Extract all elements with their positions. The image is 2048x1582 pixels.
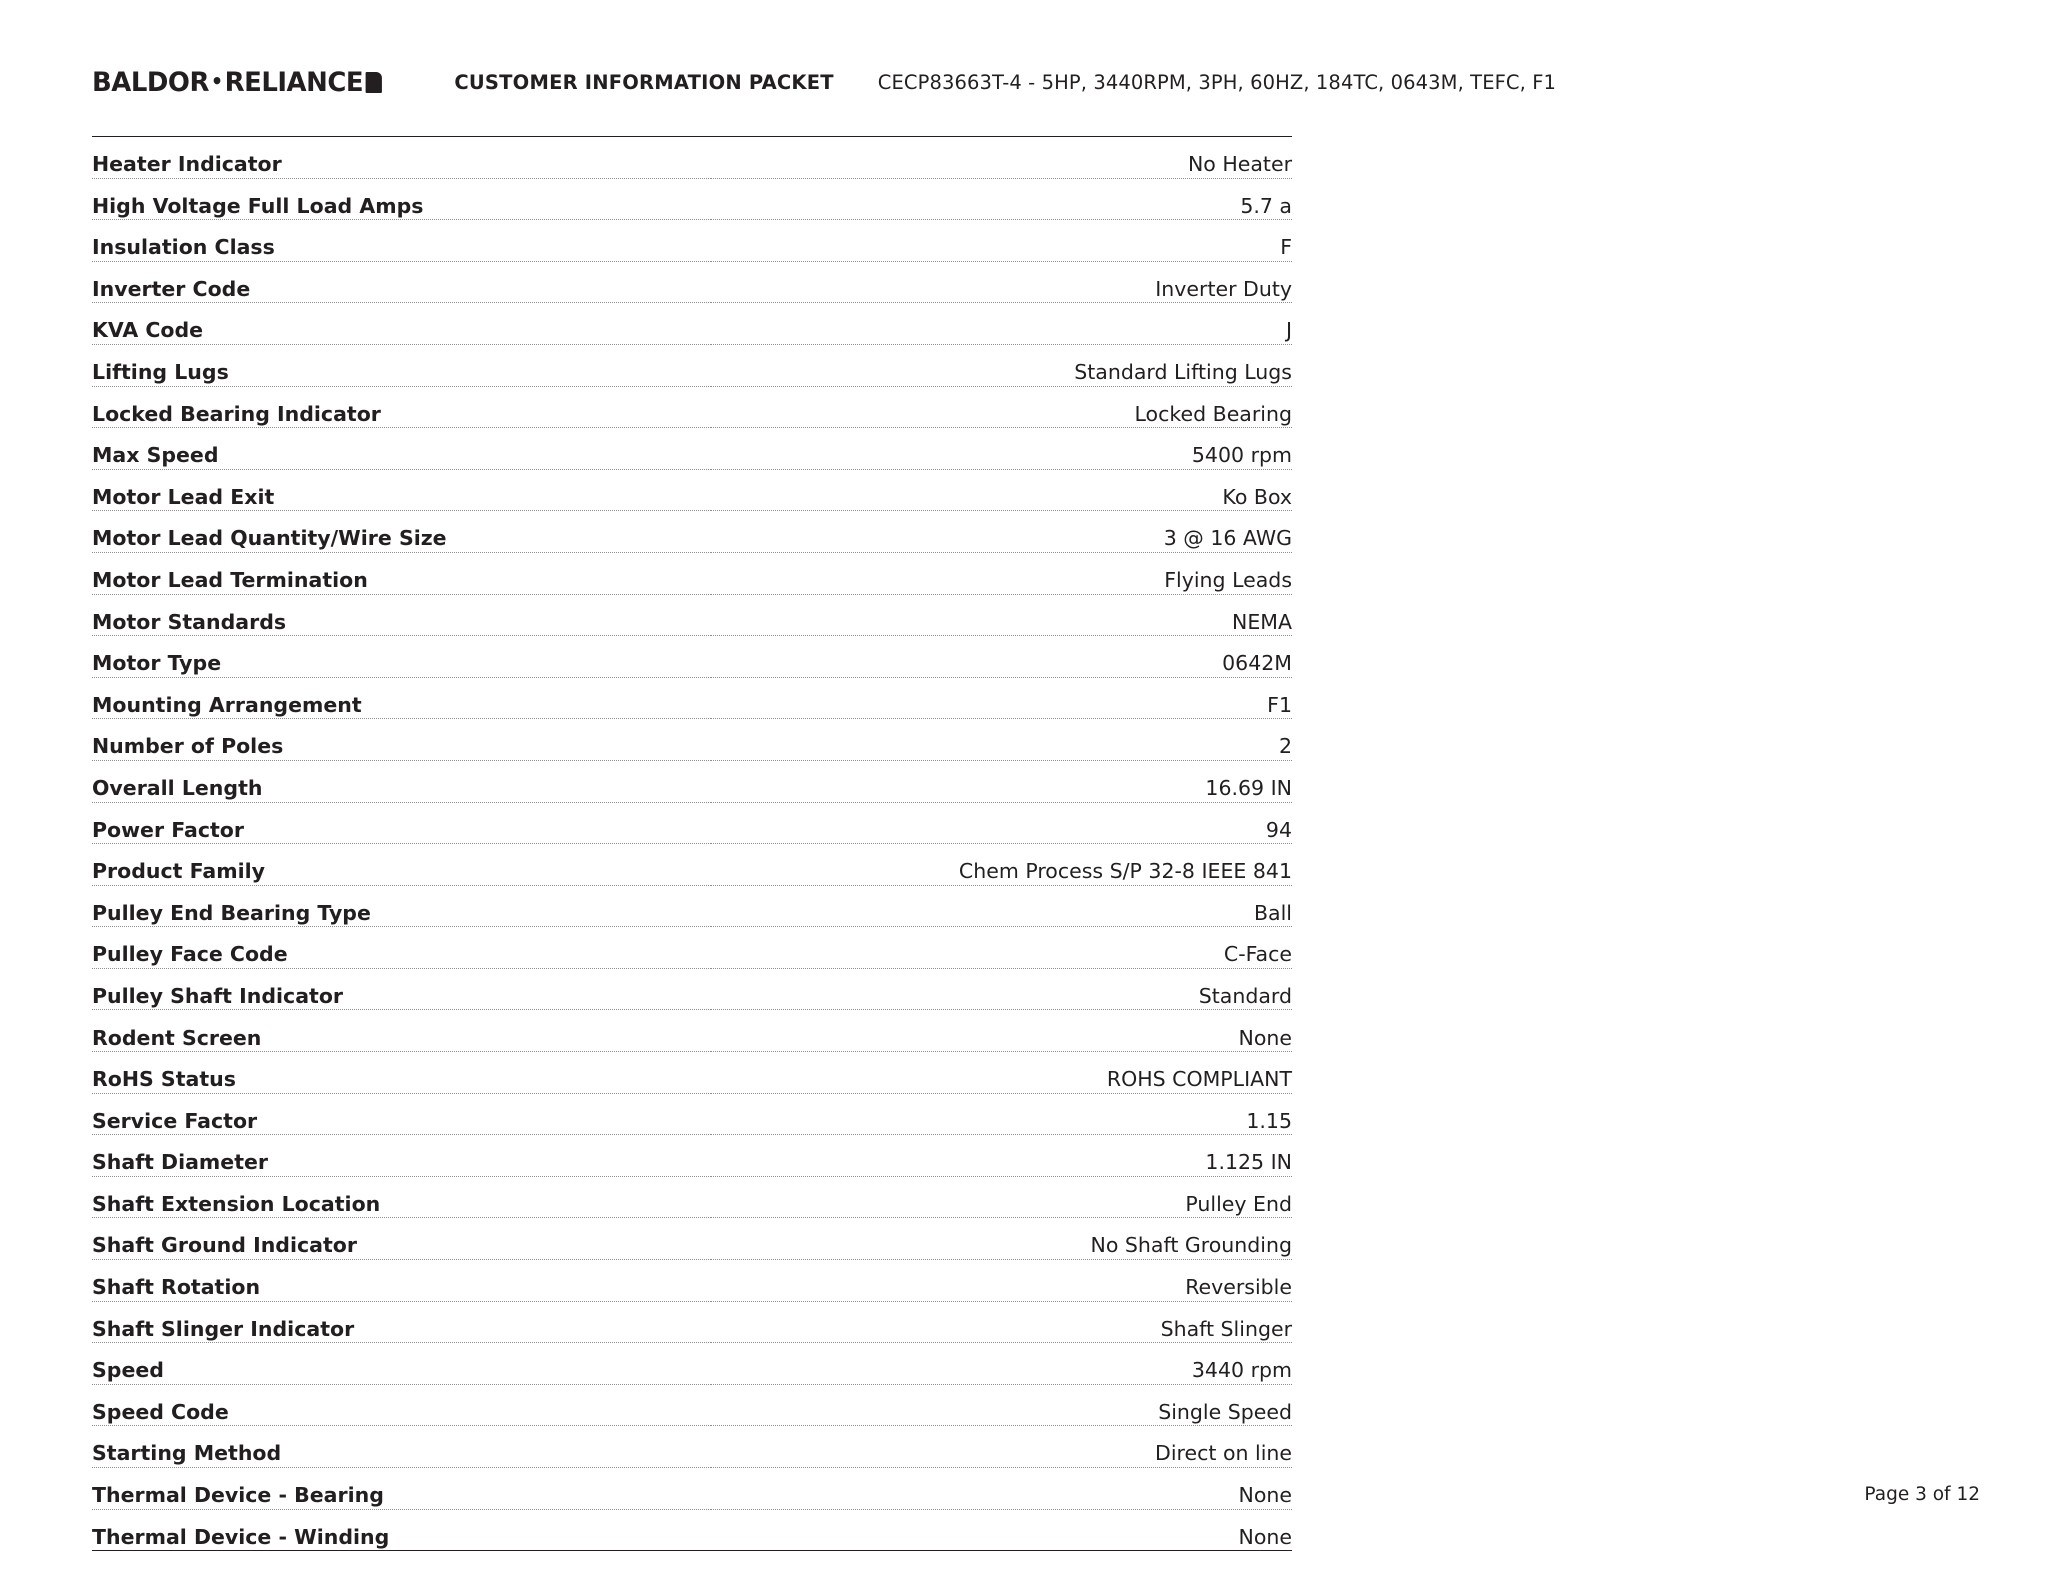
table-row — [92, 1301, 1292, 1343]
spec-value: 3 @ 16 AWG — [711, 511, 1292, 553]
spec-value: None — [711, 1468, 1292, 1510]
spec-label: Speed Code — [92, 1384, 711, 1426]
spec-value: 5400 rpm — [711, 428, 1292, 470]
spec-label: Shaft Slinger Indicator — [92, 1301, 711, 1343]
spec-value: Ball — [711, 885, 1292, 927]
table-row — [92, 1218, 1292, 1260]
table-row — [92, 178, 1292, 220]
table-row — [92, 1093, 1292, 1135]
spec-label: Number of Poles — [92, 719, 711, 761]
spec-label: Motor Type — [92, 636, 711, 678]
spec-label: High Voltage Full Load Amps — [92, 178, 711, 220]
specifications-table — [92, 136, 1292, 1551]
spec-value: Locked Bearing — [711, 386, 1292, 428]
spec-label: Mounting Arrangement — [92, 677, 711, 719]
table-row — [92, 1426, 1292, 1468]
table-row — [92, 220, 1292, 262]
spec-value: Reversible — [711, 1260, 1292, 1302]
spec-value: 16.69 IN — [711, 760, 1292, 802]
spec-label: Lifting Lugs — [92, 344, 711, 386]
spec-label: Shaft Ground Indicator — [92, 1218, 711, 1260]
spec-label: Motor Standards — [92, 594, 711, 636]
table-row — [92, 344, 1292, 386]
brand-separator-dot: • — [210, 68, 223, 93]
spec-value: C-Face — [711, 927, 1292, 969]
brand-baldor: BALDOR — [92, 66, 209, 98]
spec-value: Standard — [711, 968, 1292, 1010]
spec-label: Heater Indicator — [92, 137, 711, 179]
spec-value: Shaft Slinger — [711, 1301, 1292, 1343]
table-row — [92, 719, 1292, 761]
spec-label: Starting Method — [92, 1426, 711, 1468]
brand-mark-icon — [366, 72, 382, 93]
table-row — [92, 1260, 1292, 1302]
spec-value: None — [711, 1010, 1292, 1052]
spec-value: None — [711, 1509, 1292, 1551]
spec-label: Product Family — [92, 844, 711, 886]
spec-value: 2 — [711, 719, 1292, 761]
table-row — [92, 1384, 1292, 1426]
spec-label: Power Factor — [92, 802, 711, 844]
table-row — [92, 1052, 1292, 1094]
spec-value: 0642M — [711, 636, 1292, 678]
brand-reliance: RELIANCE — [224, 66, 364, 98]
spec-label: Shaft Diameter — [92, 1135, 711, 1177]
table-row — [92, 1176, 1292, 1218]
spec-value: 5.7 a — [711, 178, 1292, 220]
table-row — [92, 552, 1292, 594]
spec-label: Pulley Face Code — [92, 927, 711, 969]
spec-label: Rodent Screen — [92, 1010, 711, 1052]
page-number: Page 3 of 12 — [1864, 1484, 1980, 1505]
spec-label: KVA Code — [92, 303, 711, 345]
table-row — [92, 469, 1292, 511]
document-header — [92, 62, 1956, 102]
spec-label: Shaft Extension Location — [92, 1176, 711, 1218]
spec-value: No Heater — [711, 137, 1292, 179]
spec-label: Motor Lead Quantity/Wire Size — [92, 511, 711, 553]
table-row — [92, 428, 1292, 470]
table-row — [92, 303, 1292, 345]
spec-value: Flying Leads — [711, 552, 1292, 594]
spec-value: 1.15 — [711, 1093, 1292, 1135]
table-row — [92, 927, 1292, 969]
spec-label: Shaft Rotation — [92, 1260, 711, 1302]
spec-label: Pulley Shaft Indicator — [92, 968, 711, 1010]
baldor-reliance-logo — [92, 67, 382, 98]
spec-value: Single Speed — [711, 1384, 1292, 1426]
table-row — [92, 386, 1292, 428]
spec-label: Thermal Device - Winding — [92, 1509, 711, 1551]
spec-value: Pulley End — [711, 1176, 1292, 1218]
table-row — [92, 1343, 1292, 1385]
spec-label: Speed — [92, 1343, 711, 1385]
spec-value: Direct on line — [711, 1426, 1292, 1468]
spec-value: Inverter Duty — [711, 261, 1292, 303]
table-row — [92, 968, 1292, 1010]
spec-label: Locked Bearing Indicator — [92, 386, 711, 428]
spec-label: Service Factor — [92, 1093, 711, 1135]
table-row — [92, 594, 1292, 636]
spec-value: ROHS COMPLIANT — [711, 1052, 1292, 1094]
table-row — [92, 760, 1292, 802]
table-row — [92, 677, 1292, 719]
spec-value: 3440 rpm — [711, 1343, 1292, 1385]
spec-label: RoHS Status — [92, 1052, 711, 1094]
spec-value: J — [711, 303, 1292, 345]
spec-value: Ko Box — [711, 469, 1292, 511]
product-description: CECP83663T-4 - 5HP, 3440RPM, 3PH, 60HZ, 184TC, 0643M, TEFC, F1 — [877, 70, 1557, 94]
table-row — [92, 1010, 1292, 1052]
spec-label: Pulley End Bearing Type — [92, 885, 711, 927]
spec-value: F — [711, 220, 1292, 262]
table-row — [92, 1135, 1292, 1177]
table-row — [92, 802, 1292, 844]
spec-label: Overall Length — [92, 760, 711, 802]
table-row — [92, 1468, 1292, 1510]
spec-value: No Shaft Grounding — [711, 1218, 1292, 1260]
spec-value: Chem Process S/P 32-8 IEEE 841 — [711, 844, 1292, 886]
table-row — [92, 844, 1292, 886]
spec-label: Thermal Device - Bearing — [92, 1468, 711, 1510]
spec-label: Insulation Class — [92, 220, 711, 262]
table-row — [92, 137, 1292, 179]
table-row — [92, 261, 1292, 303]
table-row — [92, 511, 1292, 553]
spec-label: Motor Lead Exit — [92, 469, 711, 511]
spec-value: NEMA — [711, 594, 1292, 636]
table-row — [92, 1509, 1292, 1551]
spec-value: 94 — [711, 802, 1292, 844]
table-row — [92, 885, 1292, 927]
spec-value: 1.125 IN — [711, 1135, 1292, 1177]
spec-label: Inverter Code — [92, 261, 711, 303]
specifications-table-body — [92, 137, 1292, 1551]
spec-value: F1 — [711, 677, 1292, 719]
spec-label: Motor Lead Termination — [92, 552, 711, 594]
packet-title: CUSTOMER INFORMATION PACKET — [454, 70, 834, 94]
spec-label: Max Speed — [92, 428, 711, 470]
table-row — [92, 636, 1292, 678]
spec-value: Standard Lifting Lugs — [711, 344, 1292, 386]
